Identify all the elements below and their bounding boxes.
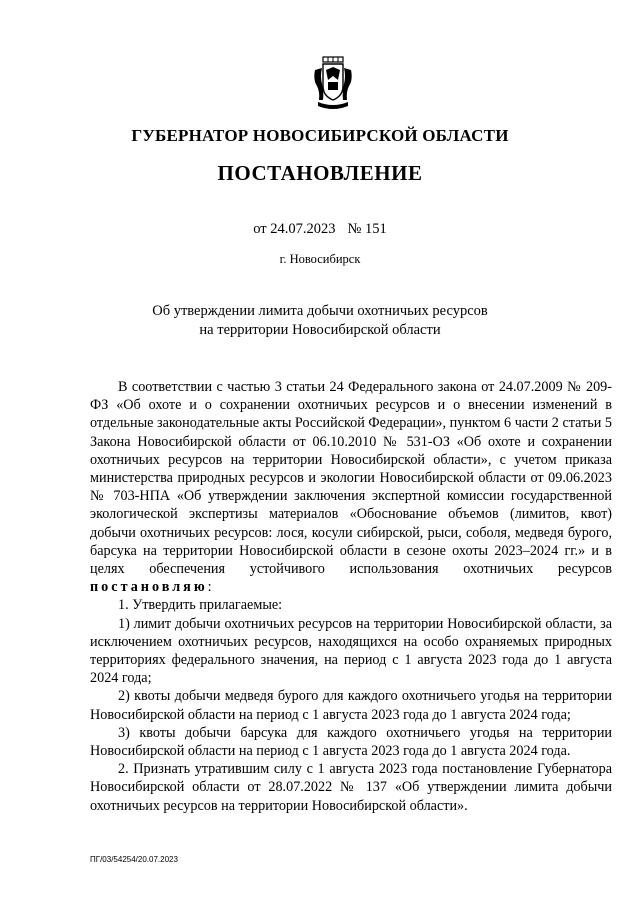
- document-date: от 24.07.2023: [253, 221, 336, 237]
- subject-line-1: Об утверждении лимита добычи охотничьих ресурсов: [152, 303, 488, 319]
- authority-title: ГУБЕРНАТОР НОВОСИБИРСКОЙ ОБЛАСТИ: [131, 126, 509, 145]
- decree-word: постановляю: [90, 579, 208, 596]
- item-2: 2. Признать утратившим силу с 1 августа 2023 года постановление Губернатора Новосибирской области от 28.07.2022 № 137 «Об утверждении лимита добычи охотничьих ресурсов на территории Новосибирской области».: [90, 761, 612, 814]
- document-number: № 151: [347, 221, 387, 237]
- decree-colon: :: [207, 579, 212, 596]
- preamble-text: В соответствии с частью 3 статьи 24 Федерального закона от 24.07.2009 № 209-ФЗ «Об охоте и о сохранении охотничьих ресурсов и о внесении изменений в отдельные законодательные акты Российской Федерации», пунктом 6 части 2 статьи 5 Закона Новосибирской области от 06.10.2010 № 531-ОЗ «Об охоте и сохранении охотничьих ресурсов на территории Новосибирской области», с учетом приказа министерства природных ресурсов и экологии Новосибирской области от 09.06.2023 № 703-НПА «Об утверждении заключения экспертной комиссии государственной экологической экспертизы материалов «Обоснование объемов (лимитов, квот) добычи охотничьих ресурсов: лося, косули сибирской, рыси, соболя, медведя бурого, барсука на территории Новосибирской области в сезоне охоты 2023–2024 гг.» и в целях обеспечения устойчивого использования охотничьих ресурсов: [90, 379, 612, 578]
- document-subject: [0, 302, 640, 340]
- item-1: 1. Утвердить прилагаемые:: [118, 597, 283, 614]
- preamble-paragraph: [90, 378, 612, 596]
- document-body: [90, 378, 612, 815]
- document-type: ПОСТАНОВЛЕНИЕ: [217, 161, 423, 185]
- coat-of-arms-icon: [312, 56, 354, 112]
- item-1-3: 3) квоты добычи барсука для каждого охотничьего угодья на территории Новосибирской области на период с 1 августа 2023 года до 1 августа 2024 года.: [90, 724, 612, 760]
- item-1-2: 2) квоты добычи медведя бурого для каждого охотничьего угодья на территории Новосибирской области на период с 1 августа 2023 года до 1 августа 2024 года;: [90, 688, 612, 723]
- document-city: г. Новосибирск: [279, 252, 361, 266]
- item-1-1: 1) лимит добычи охотничьих ресурсов на территории Новосибирской области, за исключением охотничьих ресурсов, находящихся на особо охраняемых природных территориях федерального значения, на период с 1 августа 2023 года до 1 августа 2024 года;: [90, 615, 612, 687]
- date-number-line: [0, 221, 640, 238]
- footer-code: ПГ/03/54254/20.07.2023: [90, 855, 178, 864]
- subject-line-2: на территории Новосибирской области: [199, 322, 441, 338]
